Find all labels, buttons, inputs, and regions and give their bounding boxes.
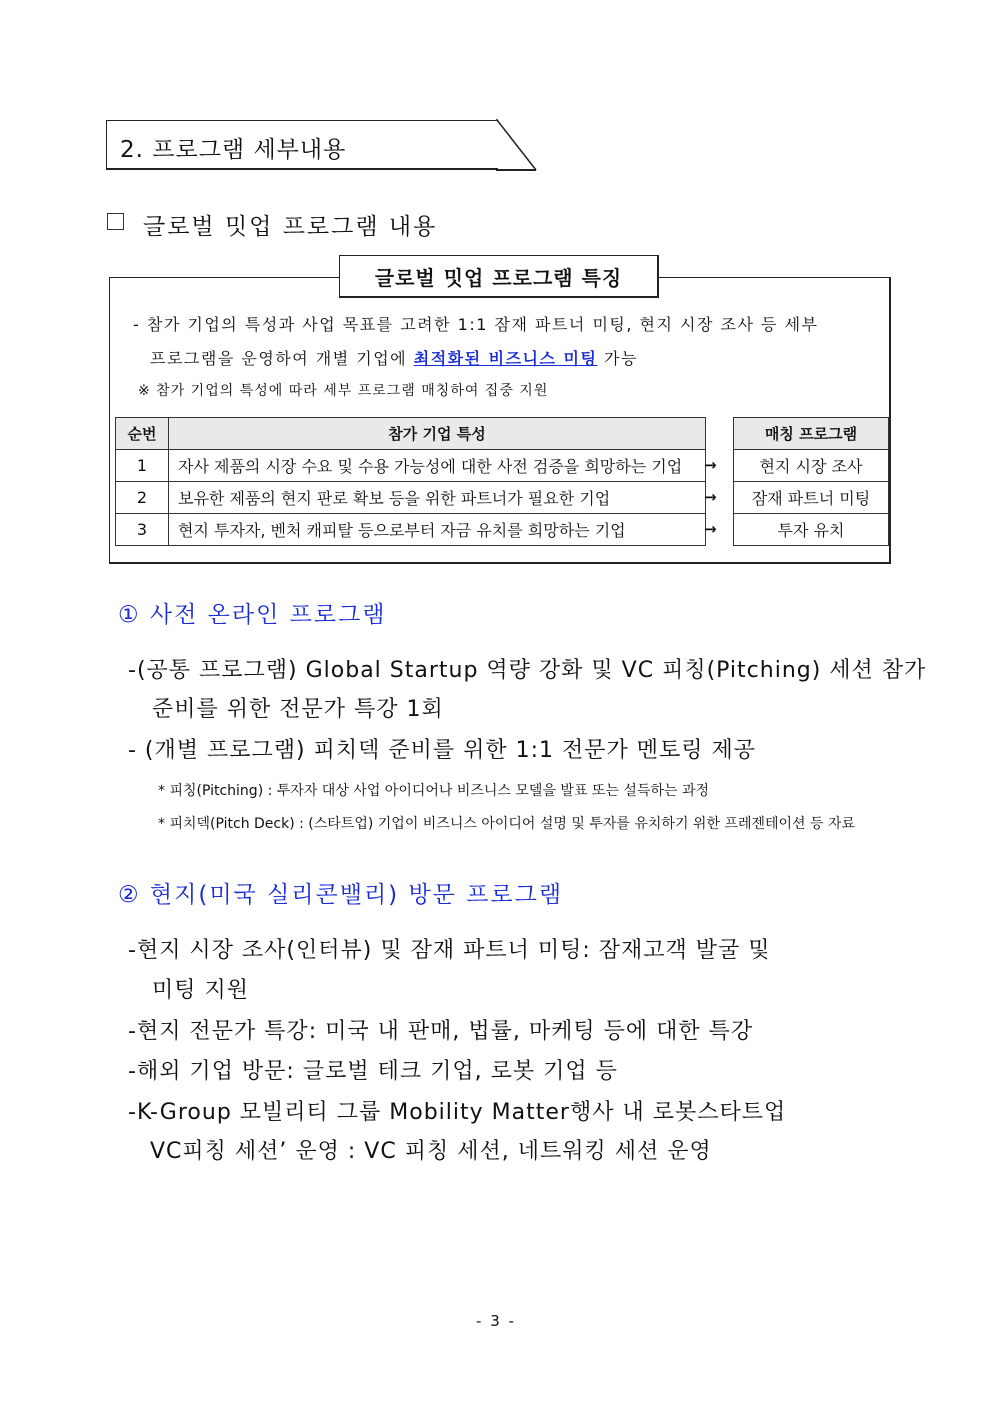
table-row	[116, 514, 706, 546]
feature-desc-text: 프로그램을 운영하여 개별 기업에	[150, 349, 414, 368]
header-match: 매칭 프로그램	[734, 418, 889, 450]
feature-desc-line2	[150, 346, 638, 369]
feature-note: ※ 참가 기업의 특성에 따라 세부 프로그램 매칭하여 집중 지원	[138, 383, 549, 399]
arrow-icon: →	[704, 520, 717, 538]
row-no: 1	[116, 450, 169, 482]
part2-item3: -해외 기업 방문: 글로벌 테크 기업, 로봇 기업 등	[128, 1059, 618, 1084]
table-row	[734, 514, 889, 546]
row-feature: 보유한 제품의 현지 판로 확보 등을 위한 파트너가 필요한 기업	[169, 482, 706, 514]
square-bullet-icon	[107, 213, 124, 230]
part2-item4-line2: VC피칭 세션’ 운영 : VC 피칭 세션, 네트워킹 세션 운영	[150, 1139, 712, 1164]
subsection-heading: 글로벌 밋업 프로그램 내용	[143, 214, 438, 240]
characteristics-table	[115, 417, 706, 546]
part2-item1-line1: -현지 시장 조사(인터뷰) 및 잠재 파트너 미팅: 잠재고객 발굴 및	[128, 938, 771, 963]
section-heading: 2. 프로그램 세부내용	[120, 137, 347, 163]
part2-heading: ② 현지(미국 실리콘밸리) 방문 프로그램	[118, 882, 564, 908]
header-feature: 참가 기업 특성	[169, 418, 706, 450]
row-no: 3	[116, 514, 169, 546]
part1-note2: * 피치덱(Pitch Deck) : (스타트업) 기업이 비즈니스 아이디어 설명 및 투자를 유치하기 위한 프레젠테이션 등 자료	[158, 816, 856, 832]
table-row	[116, 482, 706, 514]
matching-table	[733, 417, 889, 546]
part1-item2: - (개별 프로그램) 피치덱 준비를 위한 1:1 전문가 멘토링 제공	[128, 738, 756, 763]
feature-desc-line1: - 참가 기업의 특성과 사업 목표를 고려한 1:1 잠재 파트너 미팅, 현지 시장 조사 등 세부	[133, 315, 819, 334]
heading-corner-decoration	[496, 119, 538, 172]
part2-item1-line2: 미팅 지원	[152, 978, 250, 1003]
part2-item2: -현지 전문가 특강: 미국 내 판매, 법률, 마케팅 등에 대한 특강	[128, 1019, 754, 1044]
table-header-row	[116, 418, 706, 450]
feature-desc-highlight: 최적화된 비즈니스 미팅	[413, 349, 598, 368]
feature-desc-text-end: 가능	[597, 349, 638, 368]
table-row	[734, 450, 889, 482]
row-no: 2	[116, 482, 169, 514]
row-match: 잠재 파트너 미팅	[734, 482, 889, 514]
feature-box-title: 글로벌 밋업 프로그램 특징	[339, 255, 659, 298]
arrow-icon: →	[704, 488, 717, 506]
row-feature: 자사 제품의 시장 수요 및 수용 가능성에 대한 사전 검증을 희망하는 기업	[169, 450, 706, 482]
table-row	[116, 450, 706, 482]
table-row	[734, 482, 889, 514]
page-number: - 3 -	[476, 1312, 516, 1330]
header-no: 순번	[116, 418, 169, 450]
arrow-icon: →	[704, 456, 717, 474]
part2-item4-line1: -K-Group 모빌리티 그룹 Mobility Matter행사 내 로봇스타트업	[128, 1100, 787, 1125]
row-match: 현지 시장 조사	[734, 450, 889, 482]
table-header-row	[734, 418, 889, 450]
row-match: 투자 유치	[734, 514, 889, 546]
part1-note1: * 피칭(Pitching) : 투자자 대상 사업 아이디어나 비즈니스 모델을 발표 또는 설득하는 과정	[158, 783, 710, 799]
part1-item1-line2: 준비를 위한 전문가 특강 1회	[152, 697, 444, 722]
part1-heading: ① 사전 온라인 프로그램	[118, 602, 387, 628]
row-feature: 현지 투자자, 벤처 캐피탈 등으로부터 자금 유치를 희망하는 기업	[169, 514, 706, 546]
part1-item1-line1: -(공통 프로그램) Global Startup 역량 강화 및 VC 피칭(Pitching) 세션 참가	[128, 658, 927, 683]
